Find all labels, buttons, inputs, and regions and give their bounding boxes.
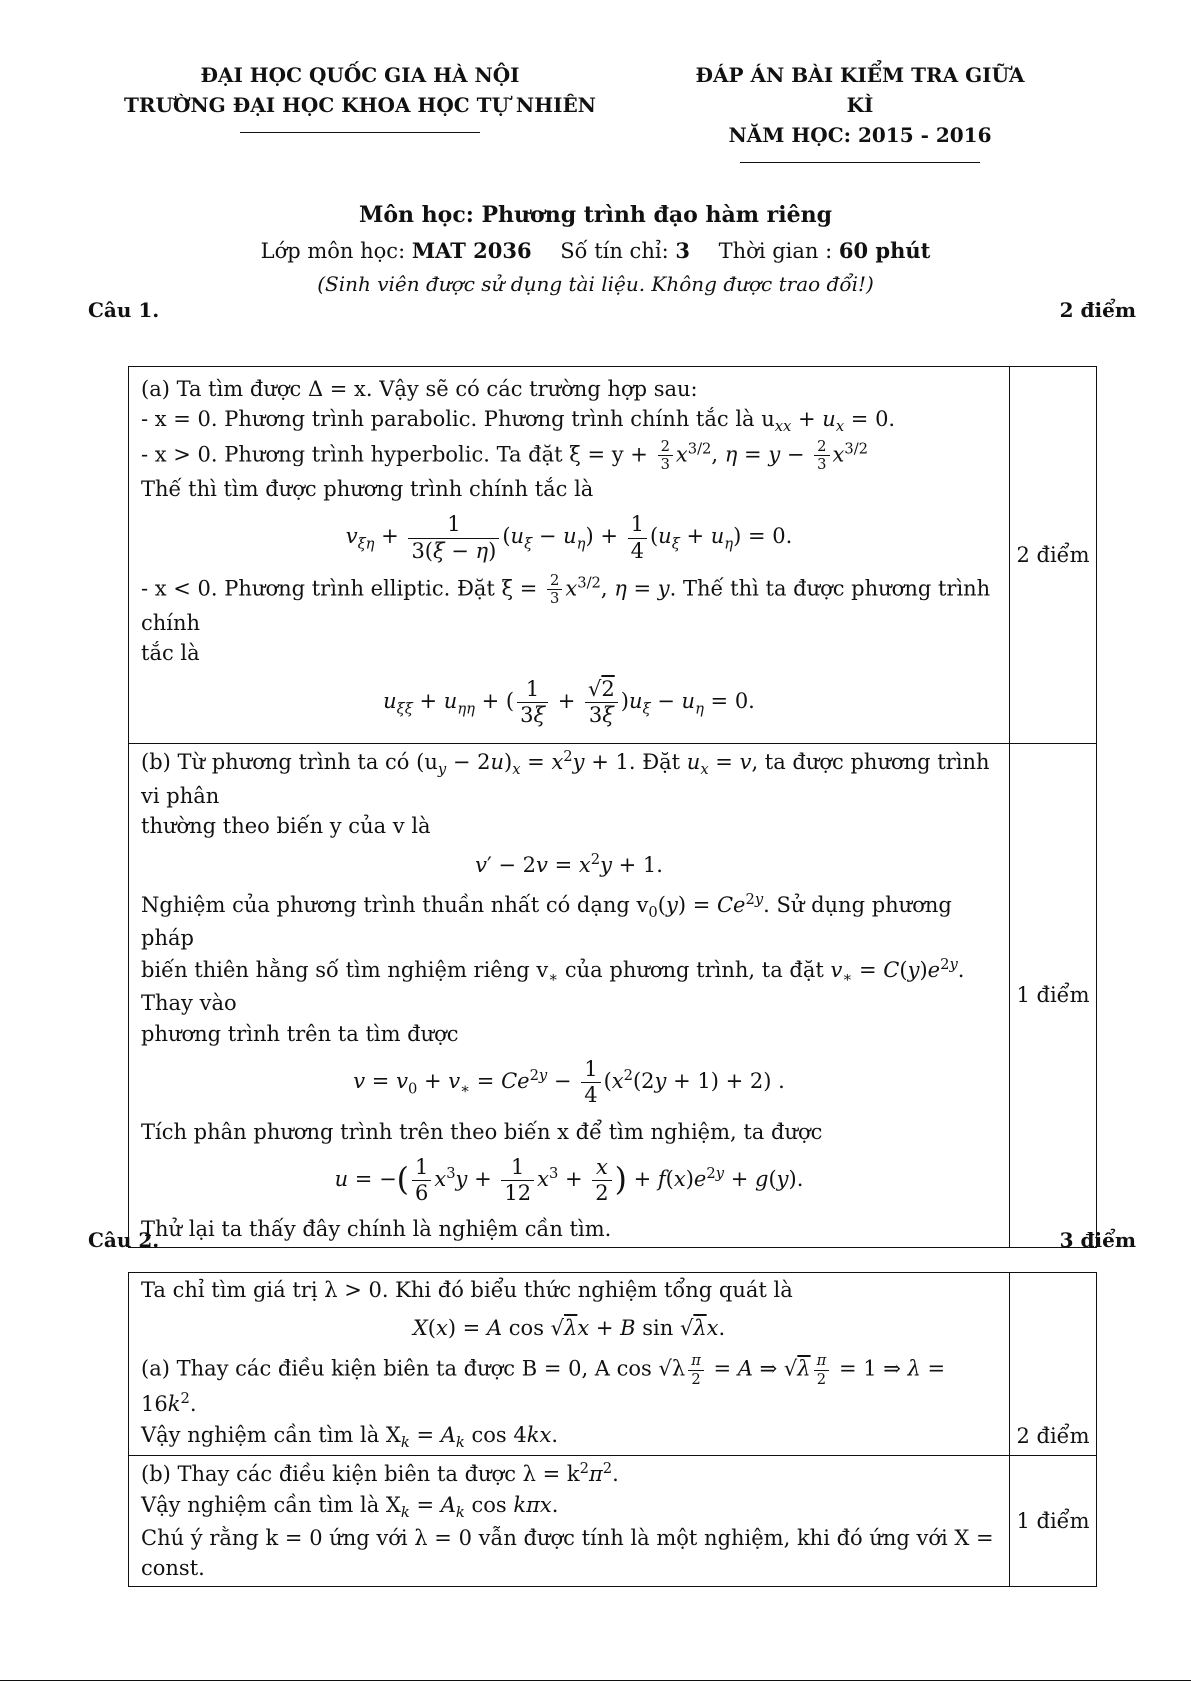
answer-1a-intro: (a) Ta tìm được Δ = x. Vậy sẽ có các trường hợp sau: bbox=[141, 376, 698, 401]
answer-1b-solution-u: u = −( $\frac{1}{6}$ $x^3y$ + $\frac{1}{12}$ $x^3$ + $\frac{x}{2}$ ) + $f(x)e^{2y} + g(y)$. bbox=[334, 1154, 804, 1206]
question-2-title: Câu 2. bbox=[88, 1228, 160, 1252]
answer-1b-solution-v: $v = v_0 + v_∗ = Ce^{2y}$ − $\frac{1}{4}$ $(x^2(2y + 1) + 2)$ . bbox=[353, 1057, 785, 1108]
answer-2a-line2: Vậy nghiệm cần tìm là $X_k = A_k$ cos 4kx. bbox=[141, 1422, 558, 1451]
answer-2a bbox=[129, 1273, 1010, 1456]
faculty-name: TRƯỜNG ĐẠI HỌC KHOA HỌC TỰ NHIÊN bbox=[124, 93, 596, 117]
answer-2a-line1: (a) Thay các điều kiện biên ta được B = 0, A cos √λ $\frac{\pi}{2}$ = A ⇒ √λ $\frac{\pi}{2}$ = 1 ⇒ $\lambda = 16k^2$. bbox=[141, 1351, 946, 1417]
answer-1b-line2: thường theo biến y của v là bbox=[141, 813, 431, 838]
answer-2b-line3: Chú ý rằng k = 0 ứng với λ = 0 vẫn được tính là một nghiệm, khi đó ứng với X = const. bbox=[141, 1526, 994, 1581]
answer-1a-case2: - x > 0. Phương trình hyperbolic. Ta đặt ξ = y + $\frac{2}{3}$ $x^{3/2}$, η = y − $\frac{2}{3}$ $x^{3/2}$ bbox=[141, 437, 868, 474]
answer-1b-line1: (b) Từ phương trình ta có $(u_y - 2u)_x = x^2y + 1$. Đặt $u_x = v$, ta được phương trình vi phân bbox=[141, 748, 990, 808]
answer-row-1a bbox=[129, 367, 1097, 744]
answer-row-1b bbox=[129, 744, 1097, 1248]
answer-1b-points: 1 điểm bbox=[1010, 744, 1097, 1248]
header-right bbox=[680, 60, 1040, 163]
university-name: ĐẠI HỌC QUỐC GIA HÀ NỘI bbox=[200, 63, 520, 87]
subject-title: Môn học: Phương trình đạo hàm riêng bbox=[358, 202, 832, 228]
question-2-points: 3 điểm bbox=[1059, 1228, 1136, 1252]
question-2-heading bbox=[88, 1226, 1136, 1255]
header-right-rule bbox=[740, 162, 980, 163]
class-code: MAT 2036 bbox=[411, 237, 532, 263]
answer-1a-then: Thế thì tìm được phương trình chính tắc là bbox=[141, 476, 594, 501]
answer-1a-case3-cont: tắc là bbox=[141, 641, 200, 666]
answer-1a-points: 2 điểm bbox=[1010, 367, 1097, 744]
question-1-title: Câu 1. bbox=[88, 298, 160, 322]
answer-1a-equation-hyperbolic: $v_{\xi\eta}$ + $\frac{1}{3(\xi - \eta)}$ $(u_\xi - u_\eta)$ + $\frac{1}{4}$ $(u_\xi + u_\eta) = 0$. bbox=[345, 512, 793, 563]
answer-2a-intro: Ta chỉ tìm giá trị λ > 0. Khi đó biểu thức nghiệm tổng quát là bbox=[141, 1278, 793, 1302]
page-bottom-rule bbox=[0, 1680, 1191, 1681]
answer-row-2a bbox=[129, 1273, 1097, 1456]
time-label: Thời gian : bbox=[718, 238, 833, 263]
answer-2b-line1: (b) Thay các điều kiện biên ta được $\lambda = k^2\pi^2$. bbox=[141, 1460, 619, 1487]
answer-1b-line5: phương trình trên ta tìm được bbox=[141, 1021, 459, 1046]
document-title: ĐÁP ÁN BÀI KIỂM TRA GIỮA KÌ bbox=[695, 63, 1025, 117]
question-1-answer-table bbox=[128, 366, 1097, 1248]
answer-2b-line2: Vậy nghiệm cần tìm là $X_k = A_k$ cos kπx. bbox=[141, 1492, 559, 1521]
course-meta bbox=[0, 236, 1191, 266]
answer-1a-equation-elliptic: $u_{\xi\xi} + u_{\eta\eta}$ + ( $\frac{1}{3\xi}$ + $\frac{√2}{3\xi}$ )$u_\xi - u_\eta = 0$. bbox=[383, 676, 755, 728]
answer-1a bbox=[129, 367, 1010, 744]
class-label: Lớp môn học: bbox=[260, 238, 406, 263]
header-left bbox=[110, 60, 610, 133]
question-2-answer-table bbox=[128, 1272, 1097, 1587]
answer-1b-line7: Thử lại ta thấy đây chính là nghiệm cần tìm. bbox=[141, 1217, 612, 1242]
answer-row-2b bbox=[129, 1456, 1097, 1587]
question-1-points: 2 điểm bbox=[1059, 298, 1136, 322]
answer-2b bbox=[129, 1456, 1010, 1587]
answer-1b-line6: Tích phân phương trình trên theo biến x để tìm nghiệm, ta được bbox=[141, 1119, 823, 1144]
course-info bbox=[0, 200, 1191, 299]
credits-label: Số tín chỉ: bbox=[560, 238, 669, 263]
answer-2a-points: 2 điểm bbox=[1010, 1273, 1097, 1456]
credits-value: 3 bbox=[675, 237, 690, 263]
answer-2b-points: 1 điểm bbox=[1010, 1456, 1097, 1587]
academic-year: NĂM HỌC: 2015 - 2016 bbox=[728, 123, 992, 147]
answer-2a-general-solution: X(x) = A cos √λx + B sin √λx. bbox=[412, 1316, 726, 1341]
answer-1b-line4: biến thiên hằng số tìm nghiệm riêng $v_∗$ của phương trình, ta đặt $v_∗ = C(y)e^{2y}$. Thay vào bbox=[141, 955, 965, 1016]
answer-1a-case3: - x < 0. Phương trình elliptic. Đặt ξ = $\frac{2}{3}$ $x^{3/2}$, η = y. Thế thì ta được phương trình chính bbox=[141, 571, 991, 636]
exam-note: (Sinh viên được sử dụng tài liệu. Không được trao đổi!) bbox=[317, 272, 874, 297]
time-value: 60 phút bbox=[838, 237, 931, 263]
header-left-rule bbox=[240, 132, 480, 133]
answer-1a-case1: - x = 0. Phương trình parabolic. Phương trình chính tắc là $u_{xx} + u_x = 0$. bbox=[141, 407, 896, 436]
answer-1b bbox=[129, 744, 1010, 1248]
answer-1b-line3: Nghiệm của phương trình thuần nhất có dạng $v_0(y) = Ce^{2y}$. Sử dụng phương pháp bbox=[141, 890, 952, 951]
question-1-heading bbox=[88, 296, 1136, 325]
answer-1b-ode: $v' - 2v = x^2y + 1$. bbox=[475, 851, 663, 878]
